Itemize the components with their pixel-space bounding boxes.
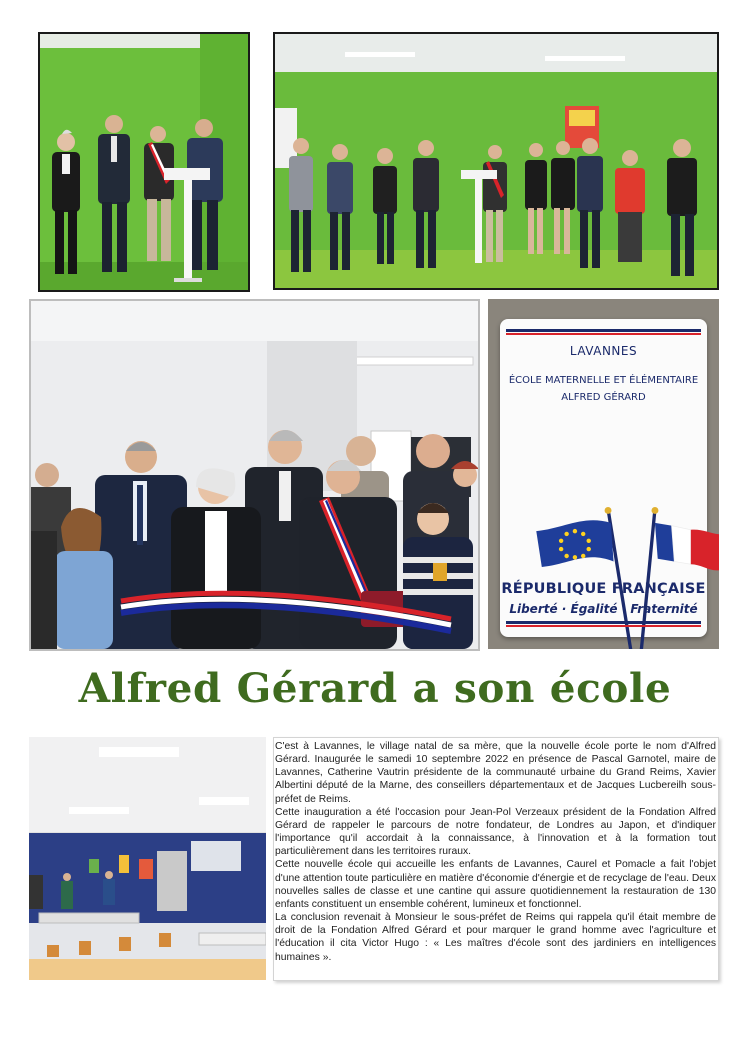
school-plaque xyxy=(500,319,707,637)
plaque-school-line2: ALFRED GÉRARD xyxy=(561,392,646,403)
photo-ribbon-cutting xyxy=(29,299,480,651)
plaque-stripe-blue-bottom xyxy=(506,621,701,624)
photo-group-green-room xyxy=(273,32,719,290)
photo-school-plaque xyxy=(488,299,719,649)
photo-group-green-room-graphic xyxy=(275,34,717,288)
article-paragraph: La conclusion revenait à Monsieur le sous-préfet de Reims qui rappela qu'il était membre de droit de la Fondation Alfred Gérard et pour marquer le grand homme avec l'agriculture et l'éducation il cita Victor Hugo : « Les maîtres d'école sont des jardiniers en intelligences humaines ». xyxy=(275,912,716,963)
plaque-stripe-blue-top xyxy=(506,329,701,332)
plaque-school-name xyxy=(500,372,707,406)
article-paragraph: Cette nouvelle école qui accueille les enfants de Lavannes, Caurel et Pomacle a fait l'objet d'une attention toute particulière en matière d'économie d'énergie et de recyclage de l'eau. Deux nouvelles salles de classe et une cantine qui assure quotidiennement la restauration de 130 enfants constituent un ensemble cohérent, lumineux et fonctionnel. xyxy=(275,859,716,910)
plaque-school-line1: ÉCOLE MATERNELLE ET ÉLÉMENTAIRE xyxy=(508,375,699,386)
photo-classroom xyxy=(29,737,266,980)
photo-classroom-graphic xyxy=(29,737,266,980)
photo-ribbon-cutting-graphic xyxy=(31,301,478,649)
plaque-commune-name: LAVANNES xyxy=(569,344,638,358)
plaque-stripe-red-bottom xyxy=(506,625,701,627)
article-paragraph: Cette inauguration a été l'occasion pour Jean-Pol Verzeaux président de la Fondation Alfred Gérard de rappeler le parcours de notre fondateur, de Londres au Japon, et d'indiquer l'importance qu'il accordait à la connaissance, à l'innovation et à la formation tout particulièrement dans les territoires ruraux. xyxy=(275,806,716,858)
photo-officials-lectern-graphic xyxy=(40,34,248,290)
article-headline: Alfred Gérard a son école xyxy=(78,664,672,712)
article-paragraph: C'est à Lavannes, le village natal de sa mère, que la nouvelle école porte le nom d'Alfred Gérard. Inaugurée le samedi 10 septembre 2022 en présence de Pascal Garnotel, maire de Lavannes, Catherine Vautrin présidente de la communauté urbaine du Grand Reims, Xavier Albertini député de la Marne, des conseillers départementaux et de Jacques Lucbereilh sous-préfet de Reims. xyxy=(275,741,716,805)
eu-france-flags-icon xyxy=(528,437,719,649)
photo-officials-lectern xyxy=(38,32,250,292)
plaque-motto: Liberté · Égalité · Fraternité xyxy=(509,602,698,616)
plaque-republic-label: RÉPUBLIQUE FRANÇAISE xyxy=(501,581,706,597)
plaque-stripe-red-top xyxy=(506,333,701,335)
article-body xyxy=(273,737,719,981)
